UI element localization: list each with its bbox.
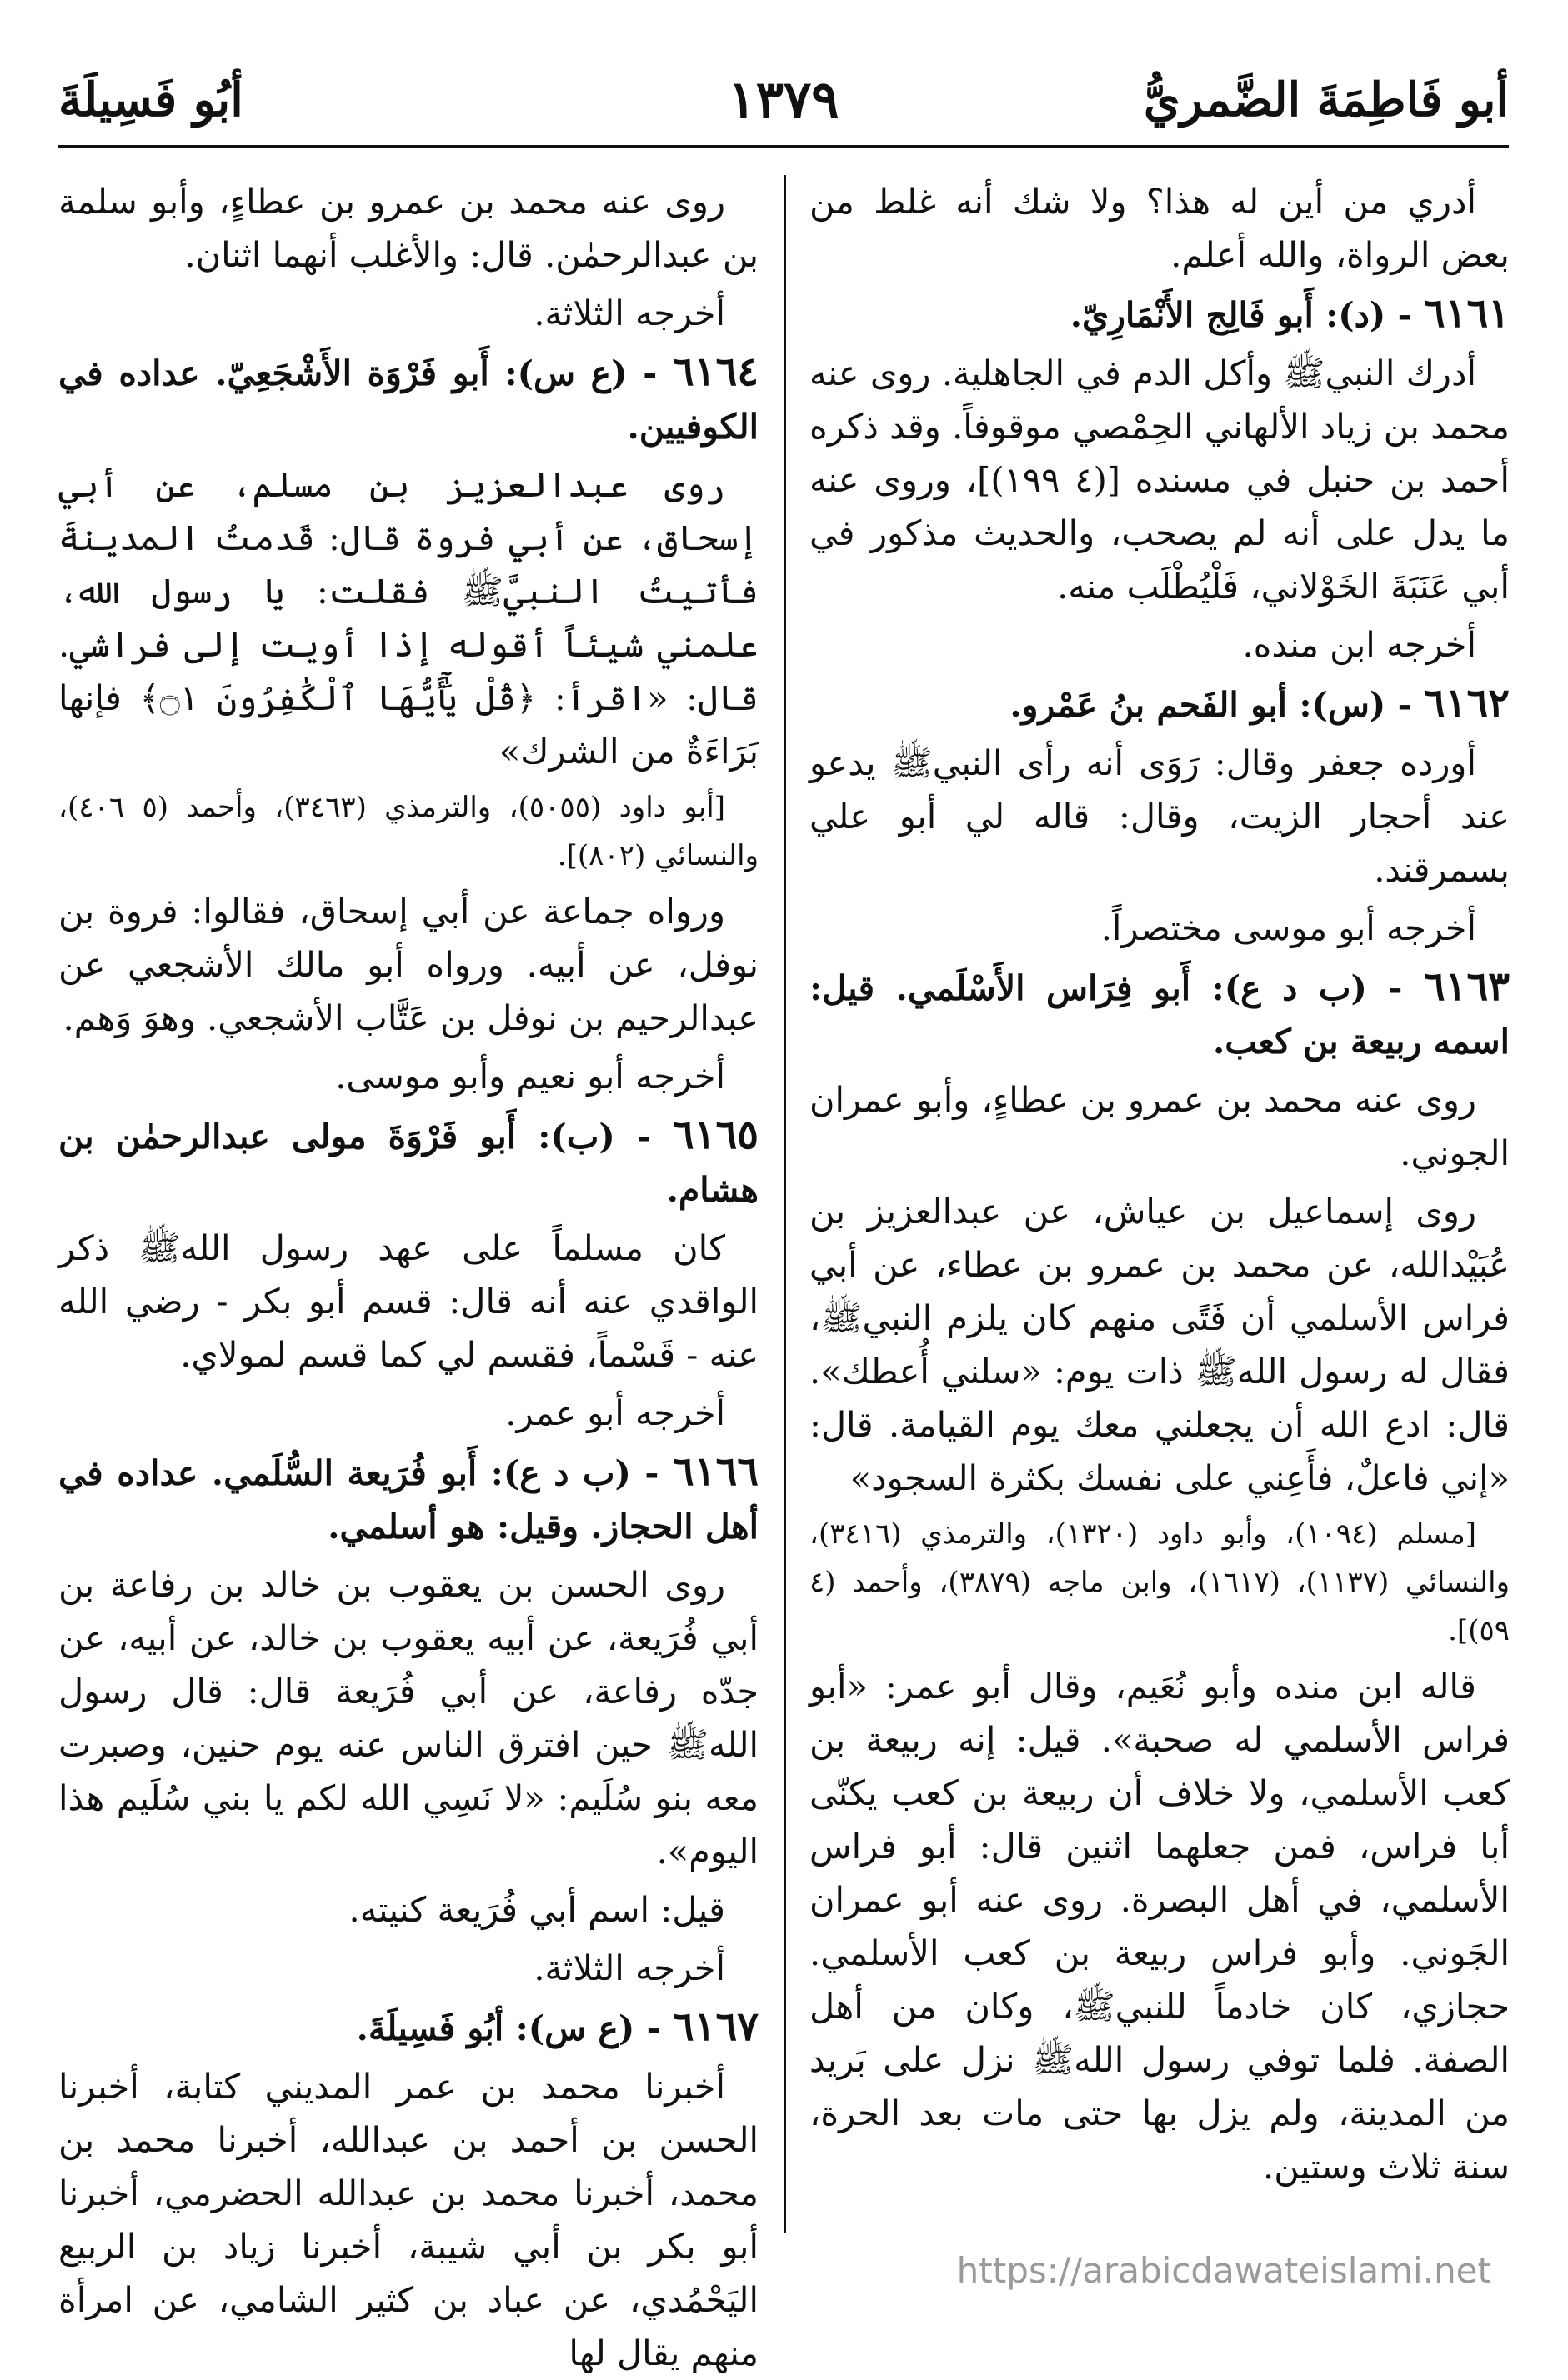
entry-heading [58, 345, 759, 453]
left-column [58, 175, 759, 2373]
citation-paragraph: [أبو داود (٥٠٥٥)، والترمذي (٣٤٦٣)، وأحمد (٥ ٤٠٦)، والنسائي (٨٠٢)]. [58, 791, 759, 872]
header-left-title: أبُو فَسِيلَةَ [58, 72, 243, 128]
body-paragraph: روى إسماعيل بن عياش، عن عبدالعزيز بن عُبَيْدالله، عن محمد بن عمرو بن عطاء، عن أبي فراس الأسلمي أن فَتًى منهم كان يلزم النبيﷺ، فقال له رسول اللهﷺ ذات يوم: «سلني أُعطك». قال: ادع الله أن يجعلني معك يوم القيامة. قال: «إني فاعلٌ، فأَعِني على نفسك بكثرة السجود» [809, 1191, 1510, 1498]
body-paragraph: قاله ابن منده وأبو نُعَيم، وقال أبو عمر: «أبو فراس الأسلمي له صحبة». قيل: إنه ربيعة بن كعب الأسلمي، ولا خلاف أن ربيعة بن كعب يكنّى أبا فراس، فمن جعلهما اثنين قال: أبو فراس الأسلمي، في أهل البصرة. روى عنه أبو عمران الجَوني. وأبو فراس ربيعة بن كعب الأسلمي. حجازي، كان خادماً للنبيﷺ، وكان من أهل الصفة. فلما توفي رسول اللهﷺ نزل على بَريد من المدينة، ولم يزل بها حتى مات بعد الحرة، سنة ثلاث وستين. [809, 1666, 1510, 2187]
entry-heading [58, 1445, 759, 1553]
watermark-url: https://arabicdawateislami.net [956, 2250, 1491, 2291]
entry-title: - (ب د ع): أَبو فُرَيعة السُّلَمي. عداده في أهل الحجاز. وقيل: هو أسلمي. [58, 1453, 759, 1547]
body-paragraph: كان مسلماً على عهد رسول اللهﷺ ذكر الواقدي عنه أنه قال: قسم أبو بكر - رضي الله عنه - قَسْماً، فقسم لي كما قسم لمولاي. [58, 1228, 759, 1375]
body-paragraph: أخبرنا محمد بن عمر المديني كتابة، أخبرنا الحسن بن أحمد بن عبدالله، أخبرنا محمد بن محمد، أخبرنا محمد بن عبدالله الحضرمي، أخبرنا أبو بكر بن أبي شيبة، أخبرنا زياد بن الربيع اليَحْمُدي، عن عباد بن كثير الشامي، عن امرأة منهم يقال لها [58, 2066, 759, 2373]
entry-title: - (ع س): أبُو فَسِيلَةَ. [356, 2008, 673, 2048]
entry-number: ٦١٦١ [1423, 290, 1510, 337]
body-paragraph: روى الحسن بن يعقوب بن خالد بن رفاعة بن أبي فُرَيعة، عن أبيه يعقوب بن خالد، عن أبيه، عن جدّه رفاعة، عن أبي فُرَيعة قال: قال رسول اللهﷺ حين افترق الناس عنه يوم حنين، وصبرت معه بنو سُلَيم: «لا نَسِي الله لكم يا بني سُلَيم هذا اليوم». [58, 1564, 759, 1872]
entry-title: - (ع س): أَبو فَرْوَة الأَشْجَعِيّ. عداده في الكوفيين. [58, 353, 759, 447]
right-column [809, 175, 1510, 2242]
body-paragraph: أخرجه أبو عمر. [505, 1392, 725, 1433]
body-paragraph: روى عنه محمد بن عمرو بن عطاءٍ، وأبو سلمة بن عبدالرحمٰن. قال: والأغلب أنهما اثنان. [58, 181, 759, 275]
entry-heading [809, 960, 1510, 1068]
entry-heading [58, 2000, 759, 2055]
entry-number: ٦١٦٧ [672, 2003, 759, 2050]
entry-title: - (ب): أَبو فَرْوَةَ مولى عبدالرحمٰن بن هشام. [58, 1117, 759, 1210]
entry-heading [58, 1108, 759, 1217]
body-paragraph: أورده جعفر وقال: رَوَى أنه رأى النبيﷺ يدعو عند أحجار الزيت، وقال: قاله لي أبو علي بسمرقند. [809, 742, 1510, 890]
body-paragraph: أخرجه ابن منده. [1242, 624, 1476, 665]
entry-title: - (ب د ع): أَبو فِرَاس الأَسْلَمي. قيل: اسمه ربيعة بن كعب. [809, 968, 1510, 1062]
entry-title: - (د): أَبو فَالِج الأَنْمَارِيّ. [1070, 295, 1424, 335]
body-paragraph: أخرجه الثلاثة. [534, 292, 725, 333]
header-right-title: أبو فَاطِمَةَ الضَّمريُّ [1143, 72, 1509, 128]
body-paragraph: روى عبدالعزيز بن مسلم، عن أبي إسحاق، عن أبي فروة قال: قَدمتُ المدينةَ فأتيتُ النبيَّﷺ فقلت: يا رسول الله، علمني شيئاً أقوله إذا أويت إلى فراشي. قال: «اقرأ: ﴿قُلْ يَٰٓأَيُّهَا ٱلْكَٰفِرُونَ ۝١﴾ فإنها بَرَاءَةٌ من الشرك» [58, 464, 759, 772]
header-rule [58, 145, 1509, 148]
entry-title: - (س): أبو الفَحم بنُ عَمْرو. [1009, 685, 1424, 725]
entry-heading [809, 287, 1510, 342]
body-paragraph: قيل: اسم أبي فُرَيعة كنيته. [348, 1889, 725, 1930]
entry-number: ٦١٦٦ [672, 1448, 759, 1495]
citation-paragraph: [مسلم (١٠٩٤)، وأبو داود (١٣٢٠)، والترمذي (٣٤١٦)، والنسائي (١١٣٧)، (١٦١٧)، وابن ماجه (٣٨٧٩)، وأحمد (٤ ٥٩)]. [809, 1518, 1510, 1648]
entry-number: ٦١٦٤ [672, 348, 759, 395]
entry-number: ٦١٦٢ [1423, 680, 1510, 727]
body-paragraph: أخرجه أبو نعيم وأبو موسى. [335, 1056, 725, 1097]
entry-heading [809, 677, 1510, 732]
entry-number: ٦١٦٥ [672, 1112, 759, 1158]
column-divider [784, 175, 786, 2233]
entry-number: ٦١٦٣ [1423, 963, 1510, 1010]
body-paragraph: ورواه جماعة عن أبي إسحاق، فقالوا: فروة بن نوفل، عن أبيه. ورواه أبو مالك الأشجعي عن عبدالرحيم بن نوفل بن عَتَّاب الأشجعي. وهوَ وَهم. [58, 891, 759, 1038]
page-number: ١٣٧٩ [728, 69, 839, 130]
body-paragraph: أخرجه الثلاثة. [534, 1948, 725, 1988]
body-paragraph: أخرجه أبو موسى مختصراً. [1100, 908, 1476, 948]
body-paragraph: أدري من أين له هذا؟ ولا شك أنه غلط من بعض الرواة، والله أعلم. [809, 181, 1510, 275]
body-paragraph: روى عنه محمد بن عمرو بن عطاءٍ، وأبو عمران الجوني. [809, 1079, 1510, 1173]
page-header [58, 58, 1509, 150]
body-paragraph: أدرك النبيﷺ وأكل الدم في الجاهلية. روى عنه محمد بن زياد الألهاني الحِمْصي موقوفاً. وقد ذكره أحمد بن حنبل في مسنده [(٤ ١٩٩)]، وروى عنه ما يدل على أنه لم يصحب، والحديث مذكور في أبي عَنَبَةَ الخَوْلاني، فَلْيُطْلَب منه. [809, 352, 1510, 607]
